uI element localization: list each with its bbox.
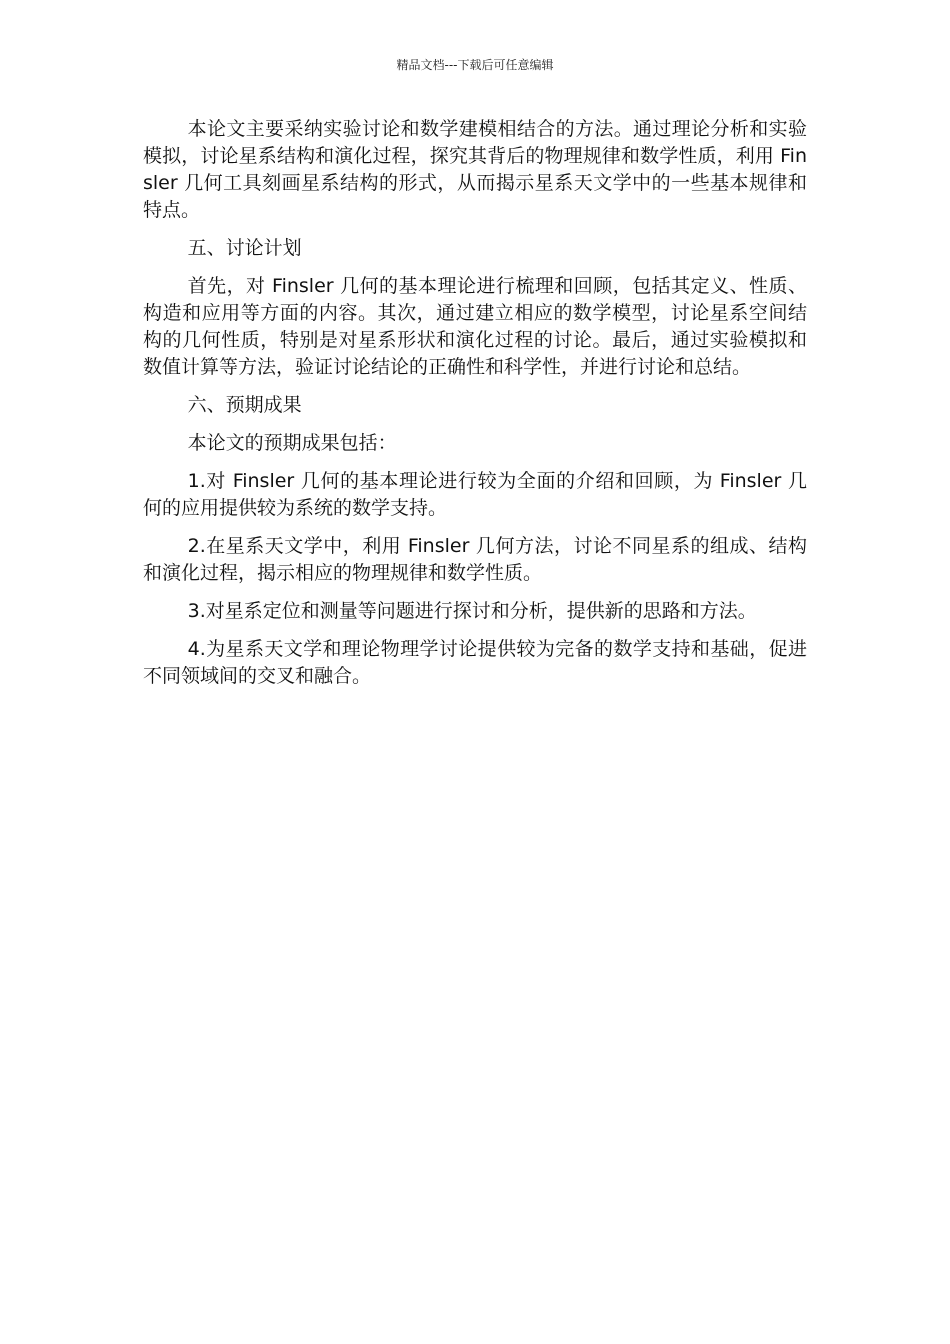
outcome-item-4: 4.为星系天文学和理论物理学讨论提供较为完备的数学支持和基础，促进不同领域间的交叉和融合。: [143, 638, 807, 687]
section-heading-plan: 五、讨论计划: [187, 237, 302, 259]
page-header: 精品文档---下载后可任意编辑: [396, 58, 554, 72]
outcome-item-1: 1.对 Finsler 几何的基本理论进行较为全面的介绍和回顾，为 Finsler 几何的应用提供较为系统的数学支持。: [143, 470, 807, 519]
section-heading-outcomes: 六、预期成果: [187, 394, 302, 416]
paragraph-plan: 首先，对 Finsler 几何的基本理论进行梳理和回顾，包括其定义、性质、构造和应用等方面的内容。其次，通过建立相应的数学模型，讨论星系空间结构的几何性质，特别是对星系形状和演化过程的讨论。最后，通过实验模拟和数值计算等方法，验证讨论结论的正确性和科学性，并进行讨论和总结。: [143, 275, 807, 378]
paragraph-outcomes-intro: 本论文的预期成果包括：: [187, 432, 397, 454]
outcome-item-3: 3.对星系定位和测量等问题进行探讨和分析，提供新的思路和方法。: [187, 600, 757, 622]
outcome-item-2: 2.在星系天文学中，利用 Finsler 几何方法，讨论不同星系的组成、结构和演化过程，揭示相应的物理规律和数学性质。: [143, 535, 807, 584]
document-body: [143, 116, 807, 701]
paragraph-methodology: 本论文主要采纳实验讨论和数学建模相结合的方法。通过理论分析和实验模拟，讨论星系结构和演化过程，探究其背后的物理规律和数学性质，利用 Finsler 几何工具刻画星系结构的形式，从而揭示星系天文学中的一些基本规律和特点。: [143, 118, 807, 221]
